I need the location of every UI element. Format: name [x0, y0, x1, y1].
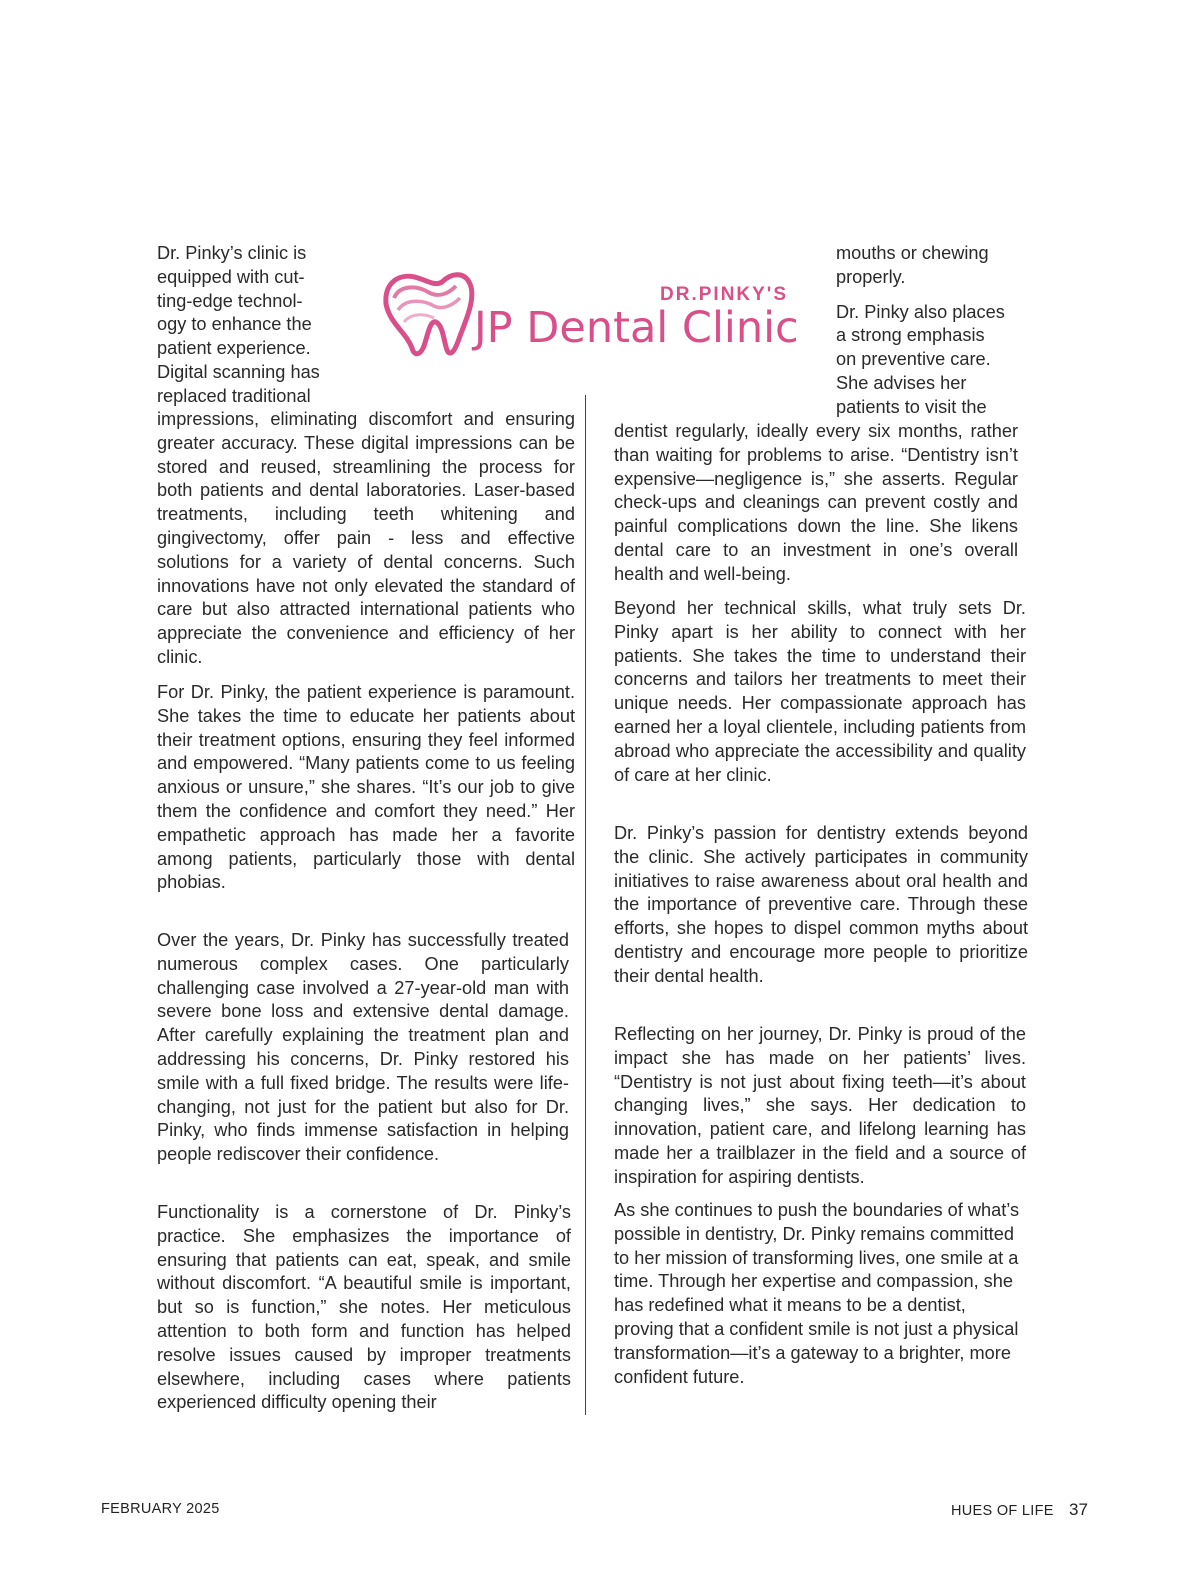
intro-line: Dr. Pinky’s clinic is	[157, 243, 307, 263]
col1-intro-continuation: impressions, eliminating discomfort and ensuring greater accuracy. These digital impressions can be stored and reused, streamlining the process for both patients and dental laboratories. Laser-based treatments, including teeth whitening and gingivectomy, offer pain - less and effective solutions for a variety of dental concerns. Such innovations have not only elevated the standard of care but also attracted international patients who appreciate the convenience and efficiency of her clinic.	[157, 409, 575, 667]
page-number: 37	[1069, 1500, 1088, 1519]
col2-narrow-line: a strong emphasis	[836, 325, 985, 346]
col2-paragraph-b-continuation: dentist regularly, ideally every six months, rather than waiting for problems to arise. “Dentistry isn’t expensive—negligence is,” she asserts. Regular check-ups and cleanings can prevent costly and painful complications down the line. She likens dental care to an investment in one’s overall health and well-being.	[614, 421, 1018, 584]
col2-narrow-line: on preventive care.	[836, 349, 991, 370]
intro-line: replaced traditional	[157, 385, 311, 406]
col2-paragraph-d: Dr. Pinky’s passion for dentistry extends beyond the clinic. She actively participates in community initiatives to raise awareness about oral health and the importance of preventive care. Through these efforts, she hopes to dispel common myths about dentistry and encourage more people to prioritize their dental health.	[614, 823, 1028, 986]
col2-narrow-line: She advises her	[836, 372, 967, 393]
tooth-logo-icon	[378, 264, 798, 360]
col2-paragraph-c: Beyond her technical skills, what truly sets Dr. Pinky apart is her ability to connect with her patients. She takes the time to understand their concerns and tailors her treatments to meet their unique needs. Her compassionate approach has earned her a loyal clientele, including patients from abroad who appreciate the accessibility and quality of care at her clinic.	[614, 598, 1026, 785]
col2-paragraph-f: As she continues to push the boundaries of what’s possible in dentistry, Dr. Pinky remains committed to her mission of transforming lives, one smile at a time. Through her expertise and compassion, she has redefined what it means to be a dentist, proving that a confident smile is not just a physical transformation—it’s a gateway to a brighter, more confident future.	[614, 1200, 1020, 1387]
col2-top-line: mouths or chewing	[836, 243, 989, 263]
footer-publication: HUES OF LIFE	[951, 1503, 1054, 1519]
col2-narrow-line: patients to visit the	[836, 396, 987, 417]
intro-line: ogy to enhance the	[157, 314, 312, 335]
logo-main-text: JP Dental Clinic	[474, 303, 798, 353]
col1-paragraph-2: For Dr. Pinky, the patient experience is paramount. She takes the time to educate her patients about their treatment options, ensuring they feel informed and empowered. “Many patients come to us feeling anxious or unsure,” she shares. “It’s our job to give them the confidence and comfort they need.” Her empathetic approach has made her a favorite among patients, particularly those with dental phobias.	[157, 682, 575, 893]
col1-paragraph-4: Functionality is a cornerstone of Dr. Pinky’s practice. She emphasizes the importance of ensuring that patients can eat, speak, and smile without discomfort. “A beautiful smile is important, but so is function,” she notes. Her meticulous attention to both form and function has helped resolve issues caused by improper treatments elsewhere, including cases where patients experienced difficulty opening their	[157, 1202, 571, 1413]
footer-date: FEBRUARY 2025	[101, 1501, 220, 1517]
col2-paragraph-e: Reflecting on her journey, Dr. Pinky is proud of the impact she has made on her patients’ lives. “Dentistry is not just about fixing teeth—it’s about changing lives,” she says. Her dedication to innovation, patient care, and lifelong learning has made her a trailblazer in the field and a source of inspiration for aspiring dentists.	[614, 1024, 1026, 1187]
col1-paragraph-3: Over the years, Dr. Pinky has successfully treated numerous complex cases. One particularly challenging case involved a 27-year-old man with severe bone loss and extensive dental damage. After carefully explaining the treatment plan and addressing his concerns, Dr. Pinky restored his smile with a full fixed bridge. The results were life-changing, not just for the patient but also for Dr. Pinky, who finds immense satisfaction in helping people rediscover their confidence.	[157, 930, 569, 1165]
col2-top-line: properly.	[836, 266, 906, 287]
intro-line: patient experience.	[157, 338, 311, 359]
clinic-logo	[378, 264, 798, 360]
logo-top-text: DR.PINKY'S	[660, 284, 788, 305]
column-divider	[585, 395, 586, 1415]
intro-line: ting-edge technol-	[157, 290, 303, 311]
col2-top-lines	[836, 242, 1016, 420]
intro-narrow-lines	[157, 242, 333, 409]
intro-line: equipped with cut-	[157, 266, 305, 287]
intro-line: Digital scanning has	[157, 361, 320, 382]
col2-narrow-line: Dr. Pinky also places	[836, 301, 1005, 322]
